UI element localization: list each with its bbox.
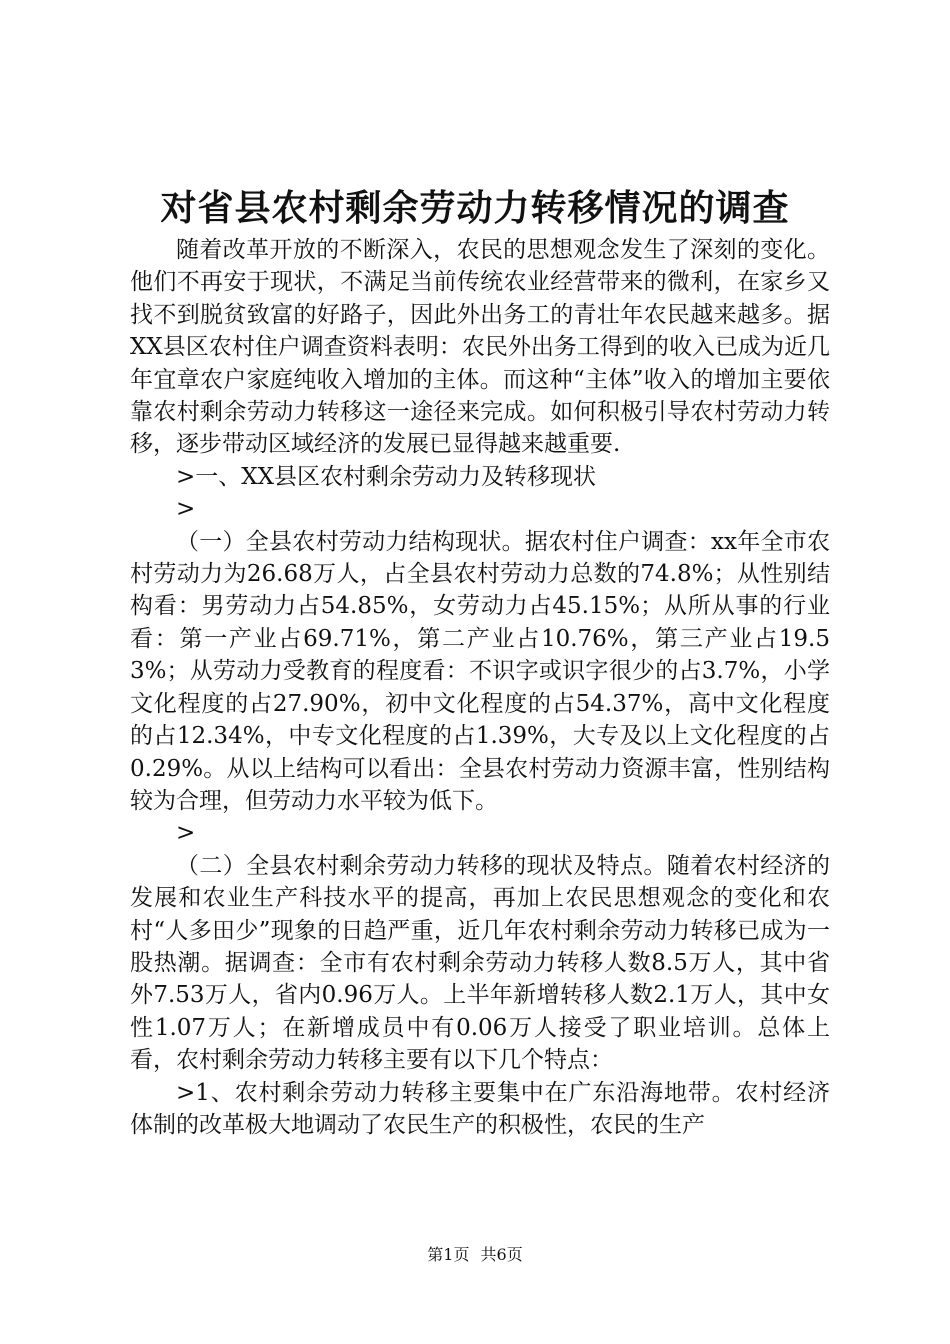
page-footer (0, 1244, 950, 1266)
page-number: 第1页 (427, 1245, 470, 1264)
page-total: 共6页 (480, 1245, 523, 1264)
document-title: 对省县农村剩余劳动力转移情况的调查 (160, 187, 790, 229)
paragraph-marker: > (176, 820, 196, 847)
paragraph-transfer-status: （二）全县农村剩余劳动力转移的现状及特点。随着农村经济的发展和农业生产科技水平的提高，再加上农民思想观念的变化和农村“人多田少”现象的日趋严重，近几年农村剩余劳动力转移已成为一股热潮。据调查：全市有农村剩余劳动力转移人数8.5万人，其中省外7.53万人，省内0.96万人。上半年新增转移人数2.1万人，其中女性1.07万人；在新增成员中有0.06万人接受了职业培训。总体上看，农村剩余劳动力转移主要有以下几个特点： (130, 852, 830, 1074)
paragraph-intro: 随着改革开放的不断深入，农民的思想观念发生了深刻的变化。他们不再安于现状，不满足当前传统农业经营带来的微利，在家乡又找不到脱贫致富的好路子，因此外出务工的青壮年农民越来越多。据XX县区农村住户调查资料表明：农民外出务工得到的收入已成为近几年宜章农户家庭纯收入增加的主体。而这种“主体”收入的增加主要依靠农村剩余劳动力转移这一途径来完成。如何积极引导农村劳动力转移，逐步带动区域经济的发展已显得越来越重要. (130, 237, 830, 458)
section-heading-1: >一、XX县区农村剩余劳动力及转移现状 (176, 463, 597, 490)
document-body (130, 234, 830, 1141)
paragraph-marker: > (176, 496, 196, 523)
paragraph-point-1: >1、农村剩余劳动力转移主要集中在广东沿海地带。农村经济体制的改革极大地调动了农民生产的积极性，农民的生产 (130, 1079, 830, 1138)
paragraph-labor-structure: （一）全县农村劳动力结构现状。据农村住户调查：xx年全市农村劳动力为26.68万人，占全县农村劳动力总数的74.8%；从性别结构看：男劳动力占54.85%，女劳动力占45.15%；从所从事的行业看：第一产业占69.71%，第二产业占10.76%，第三产业占19.53%；从劳动力受教育的程度看：不识字或识字很少的占3.7%，小学文化程度的占27.90%，初中文化程度的占54.37%，高中文化程度的占12.34%，中专文化程度的占1.39%，大专及以上文化程度的占0.29%。从以上结构可以看出：全县农村劳动力资源丰富，性别结构较为合理，但劳动力水平较为低下。 (130, 528, 830, 814)
